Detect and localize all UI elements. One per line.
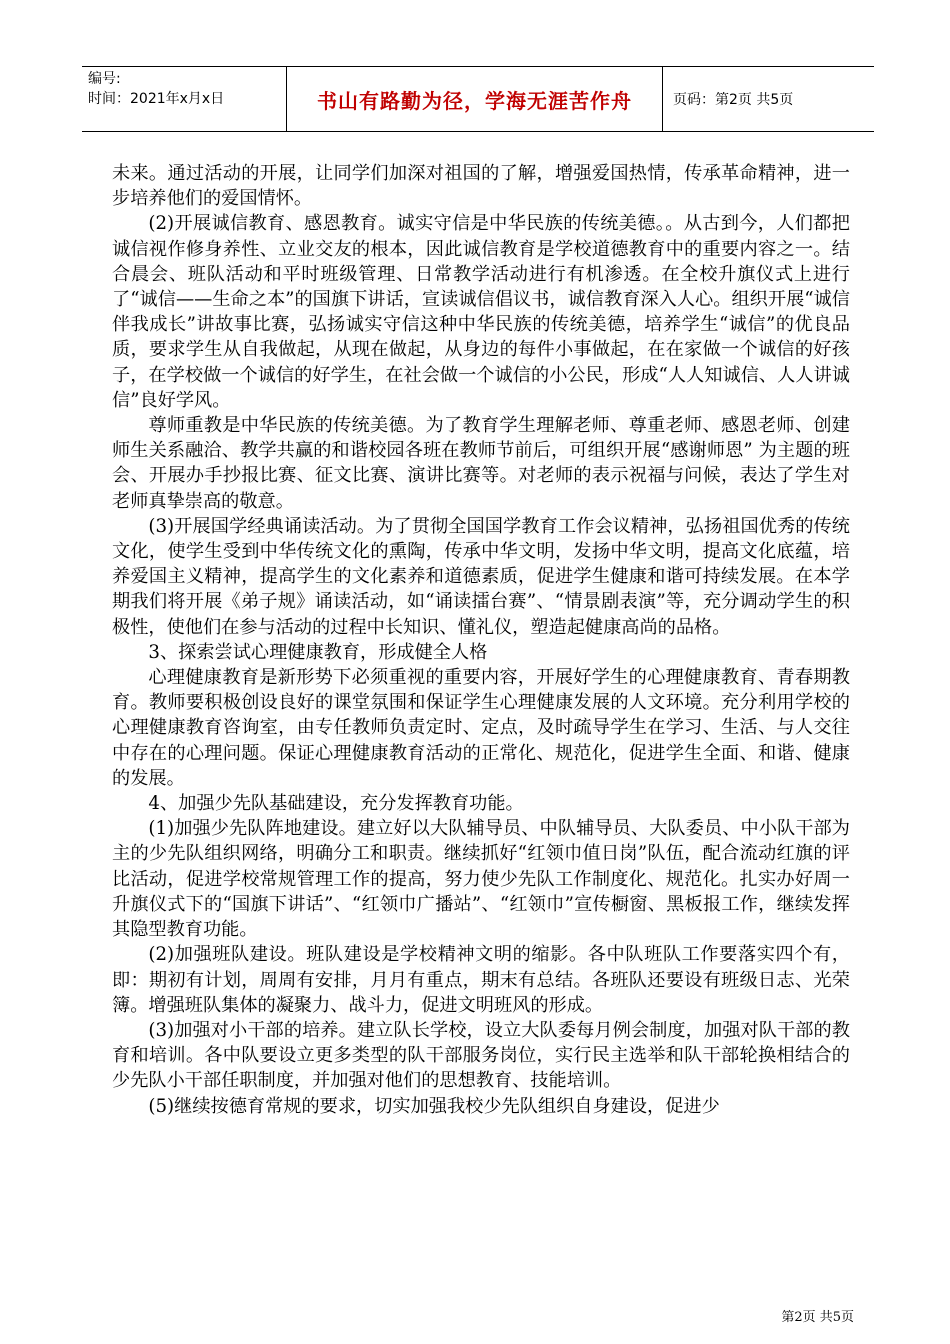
header-page-number: 页码：第2页 共5页 bbox=[673, 92, 794, 108]
body-paragraph: 心理健康教育是新形势下必须重视的重要内容，开展好学生的心理健康教育、青春期教育。教师要积极创设良好的课堂氛围和保证学生心理健康发展的人文环境。充分利用学校的心理健康教育咨询室，由专任教师负责定时、定点，及时疏导学生在学习、生活、与人交往中存在的心理问题。保证心理健康教育活动的正常化、规范化，促进学生全面、和谐、健康的发展。 bbox=[112, 667, 850, 789]
body-paragraph: (3)开展国学经典诵读活动。为了贯彻全国国学教育工作会议精神，弘扬祖国优秀的传统文化，使学生受到中华传统文化的熏陶，传承中华文明，发扬中华文明，提高文化底蕴，培养爱国主义精神，提高学生的文化素养和道德素质，促进学生健康和谐可持续发展。在本学期我们将开展《弟子规》诵读活动，如“诵读擂台赛”、“情景剧表演”等，充分调动学生的积极性，使他们在参与活动的过程中长知识、懂礼仪，塑造起健康高尚的品格。 bbox=[112, 515, 850, 638]
body-paragraph: (3)加强对小干部的培养。建立队长学校，设立大队委每月例会制度，加强对队干部的教育和培训。各中队要设立更多类型的队干部服务岗位，实行民主选举和队干部轮换相结合的少先队小干部任职制度，并加强对他们的思想教育、技能培训。 bbox=[112, 1019, 850, 1092]
header-motto: 书山有路勤为径，学海无涯苦作舟 bbox=[287, 67, 663, 131]
document-time-label: 时间：2021年x月x日 bbox=[88, 91, 225, 107]
body-paragraph: (2)加强班队建设。班队建设是学校精神文明的缩影。各中队班队工作要落实四个有，即：期初有计划，周周有安排，月月有重点，期末有总结。各班队还要设有班级日志、光荣簿。增强班队集体的凝聚力、战斗力，促进文明班风的形成。 bbox=[112, 944, 850, 1016]
page-header bbox=[82, 66, 874, 132]
body-paragraph: 未来。通过活动的开展，让同学们加深对祖国的了解，增强爱国热情，传承革命精神，进一步培养他们的爱国情怀。 bbox=[112, 163, 850, 210]
body-paragraph: (2)开展诚信教育、感恩教育。诚实守信是中华民族的传统美德。。从古到今，人们都把诚信视作修身养性、立业交友的根本，因此诚信教育是学校道德教育中的重要内容之一。结合晨会、班队活动和平时班级管理、日常教学活动进行有机渗透。在全校升旗仪式上进行了“诚信——生命之本”的国旗下讲话，宣读诚信倡议书，诚信教育深入人心。组织开展“诚信伴我成长”讲故事比赛，弘扬诚实守信这种中华民族的传统美德，培养学生“诚信”的优良品质，要求学生从自我做起，从现在做起，从身边的每件小事做起，在在家做一个诚信的好孩子，在学校做一个诚信的好学生，在社会做一个诚信的小公民，形成“人人知诚信、人人讲诚信”良好学风。 bbox=[112, 213, 850, 411]
body-paragraph: 尊师重教是中华民族的传统美德。为了教育学生理解老师、尊重老师、感恩老师、创建师生关系融洽、教学共赢的和谐校园各班在教师节前后，可组织开展“感谢师恩” 为主题的班会、开展办手抄报比赛、征文比赛、演讲比赛等。对老师的表示祝福与问候，表达了学生对老师真挚崇高的敬意。 bbox=[112, 415, 850, 512]
section-heading: 4、加强少先队基础建设，充分发挥教育功能。 bbox=[148, 793, 524, 815]
document-body bbox=[112, 161, 850, 1119]
header-info-cell bbox=[82, 67, 287, 131]
section-heading: 3、探索尝试心理健康教育，形成健全人格 bbox=[148, 641, 488, 663]
page-footer-number: 第2页 共5页 bbox=[781, 1310, 854, 1325]
document-number-label: 编号: bbox=[88, 71, 121, 87]
body-paragraph: (1)加强少先队阵地建设。建立好以大队辅导员、中队辅导员、大队委员、中小队干部为主的少先队组织网络，明确分工和职责。继续抓好“红领巾值日岗”队伍，配合流动红旗的评比活动，促进学校常规管理工作的提高，努力使少先队工作制度化、规范化。扎实办好周一升旗仪式下的“国旗下讲话”、“红领巾广播站”、“红领巾”宣传橱窗、黑板报工作，继续发挥其隐型教育功能。 bbox=[112, 818, 850, 941]
body-paragraph: (5)继续按德育常规的要求，切实加强我校少先队组织自身建设，促进少 bbox=[148, 1095, 720, 1117]
